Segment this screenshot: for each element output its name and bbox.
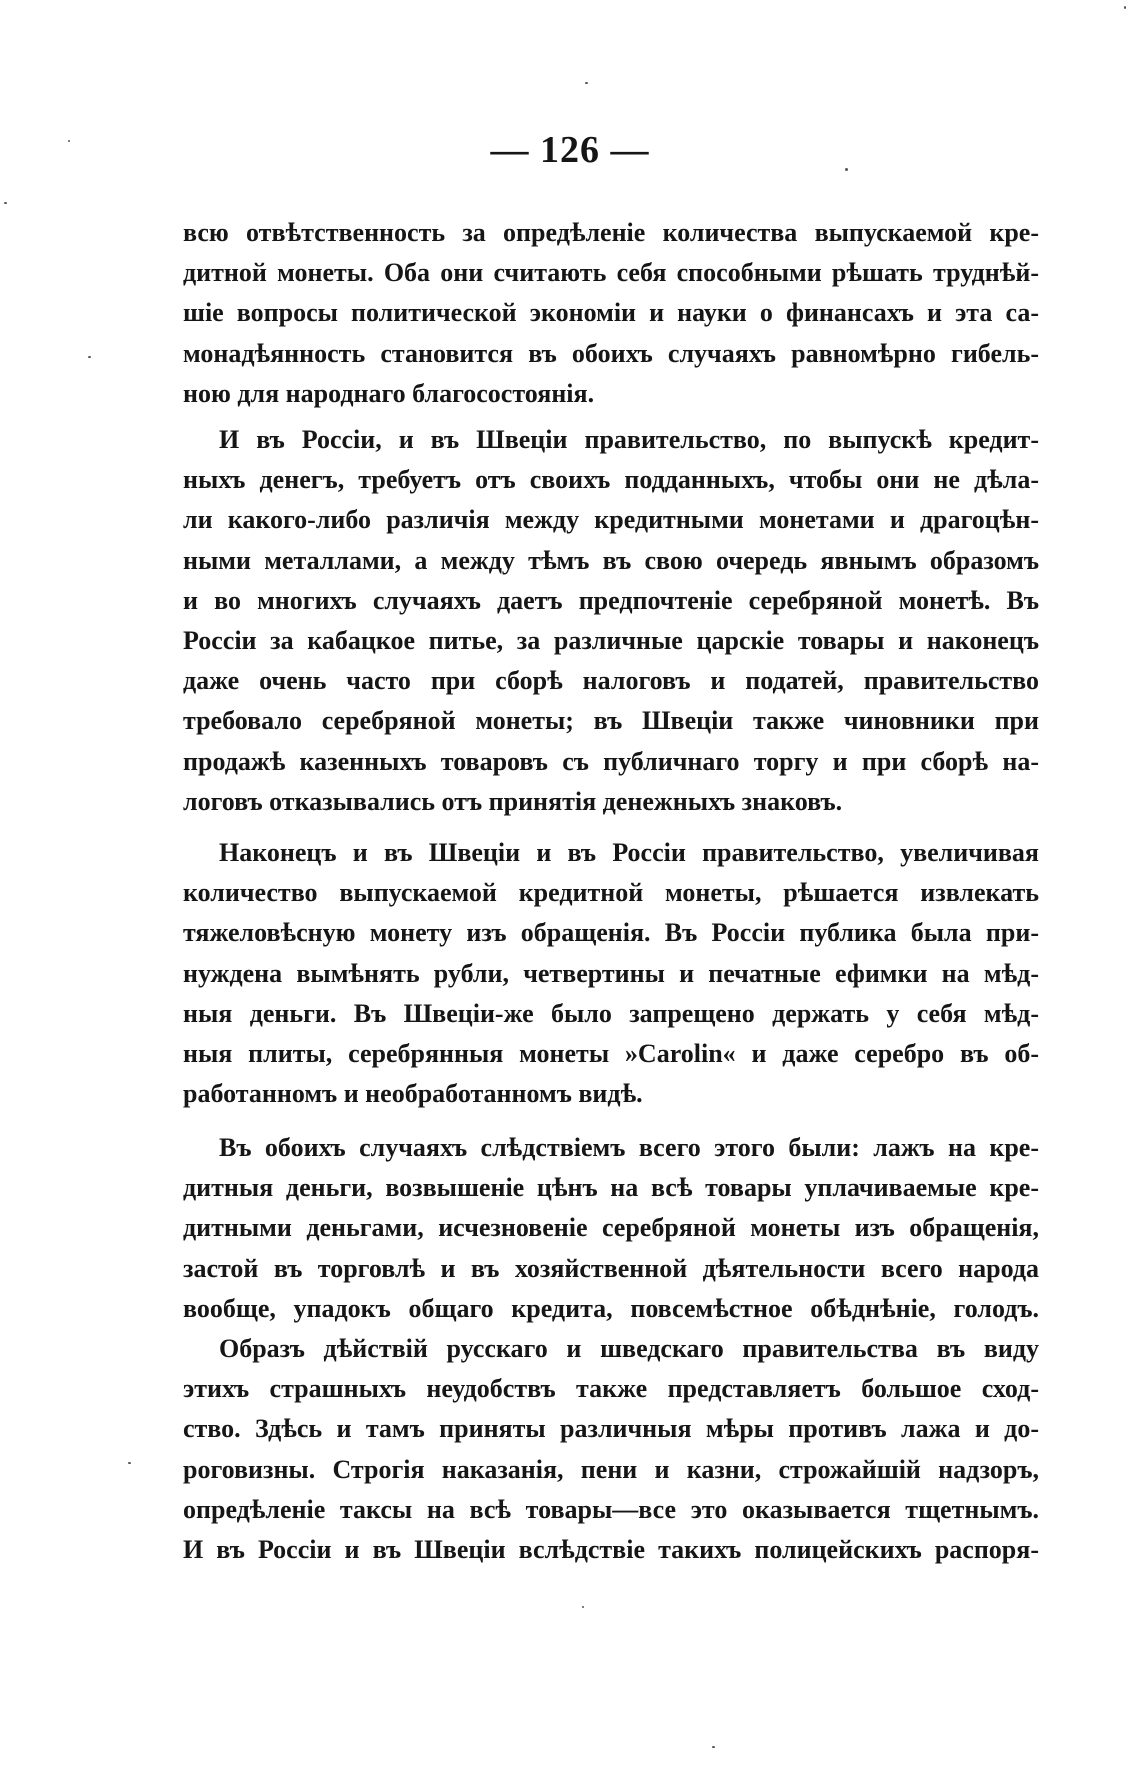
text-line: дитныя деньги, возвышеніе цѣнъ на всѣ товары уплачиваемые кре- <box>183 1173 1039 1203</box>
text-line: И въ Россіи, и въ Швеціи правительство, по выпускѣ кредит- <box>219 425 1039 454</box>
text-line: опредѣленіе таксы на всѣ товары—все это оказывается тщетнымъ. <box>183 1494 1039 1524</box>
paragraph-3 <box>183 833 1039 1114</box>
scan-speck <box>845 168 848 171</box>
text-line: и во многихъ случаяхъ даетъ предпочтеніе серебряной монетѣ. Въ <box>183 585 1039 615</box>
scan-speck <box>4 202 7 204</box>
text-line: Образъ дѣйствій русскаго и шведскаго правительства въ виду <box>219 1333 1039 1363</box>
text-line: шіе вопросы политической экономіи и науки о финансахъ и эта са- <box>183 298 1039 328</box>
text-line: продажѣ казенныхъ товаровъ съ публичнаго торгу и при сборѣ на- <box>183 746 1039 776</box>
text-line: логовъ отказывались отъ принятія денежныхъ знаковъ. <box>183 786 843 816</box>
paragraph-4 <box>183 1128 1039 1570</box>
text-line: количество выпускаемой кредитной монеты, рѣшается извлекать <box>183 878 1039 908</box>
text-line: дитной монеты. Оба они считають себя способными рѣшать труднѣй- <box>183 258 1039 288</box>
text-line: всю отвѣтственность за опредѣленіе количества выпускаемой кре- <box>183 218 1039 247</box>
text-line: работанномъ и необработанномъ видѣ. <box>183 1079 643 1109</box>
text-line: требовало серебряной монеты; въ Швеціи также чиновники при <box>183 706 1039 736</box>
text-line: дитными деньгами, исчезновеніе серебряной монеты изъ обращенія, <box>183 1213 1039 1243</box>
paragraph-2 <box>183 420 1039 822</box>
page-number: — 126 — <box>490 129 650 171</box>
text-line: ныя плиты, серебрянныя монеты »Carolin« и даже серебро въ об- <box>183 1038 1039 1068</box>
text-line: ною для народнаго благосостоянія. <box>183 378 595 408</box>
text-line: Россіи за кабацкое питье, за различные царскіе товары и наконецъ <box>183 625 1039 655</box>
paragraph-1 <box>183 213 1039 414</box>
scan-speck <box>1124 6 1126 9</box>
text-line: ли какого-либо различія между кредитными монетами и драгоцѣн- <box>183 505 1039 535</box>
text-line: монадѣянность становится въ обоихъ случаяхъ равномѣрно гибель- <box>183 338 1039 368</box>
text-line: роговизны. Строгія наказанія, пени и казни, строжайшій надзоръ, <box>183 1454 1039 1484</box>
text-line: ными металлами, а между тѣмъ въ свою очередь явнымъ образомъ <box>183 545 1039 575</box>
text-line: Въ обоихъ случаяхъ слѣдствіемъ всего этого были: лажъ на кре- <box>219 1133 1039 1162</box>
text-line: этихъ страшныхъ неудобствъ также представляетъ большое сход- <box>183 1374 1039 1404</box>
scan-speck <box>712 1746 715 1748</box>
text-line: И въ Россіи и въ Швеціи вслѣдствіе такихъ полицейскихъ распоря- <box>183 1534 1039 1564</box>
text-line: даже очень часто при сборѣ налоговъ и податей, правительство <box>183 666 1039 696</box>
text-line: тяжеловѣсную монету изъ обращенія. Въ Россіи публика была при- <box>183 918 1039 948</box>
scan-speck <box>88 356 91 358</box>
scan-speck <box>582 1606 584 1608</box>
scan-speck <box>585 82 588 84</box>
text-line: нуждена вымѣнять рубли, четвертины и печатные ефимки на мѣд- <box>183 958 1039 988</box>
text-line: вообще, упадокъ общаго кредита, повсемѣстное обѣднѣніе, голодъ. <box>183 1293 1039 1323</box>
text-line: застой въ торговлѣ и въ хозяйственной дѣятельности всего народа <box>183 1253 1039 1283</box>
scan-speck <box>68 140 70 142</box>
text-line: ныхъ денегъ, требуетъ отъ своихъ подданныхъ, чтобы они не дѣла- <box>183 465 1039 495</box>
text-line: Наконецъ и въ Швеціи и въ Россіи правительство, увеличивая <box>219 838 1039 867</box>
text-line: ныя деньги. Въ Швеціи-же было запрещено держать у себя мѣд- <box>183 998 1039 1028</box>
text-line: ство. Здѣсь и тамъ приняты различныя мѣры противъ лажа и до- <box>183 1414 1039 1444</box>
scan-speck <box>128 1462 131 1464</box>
